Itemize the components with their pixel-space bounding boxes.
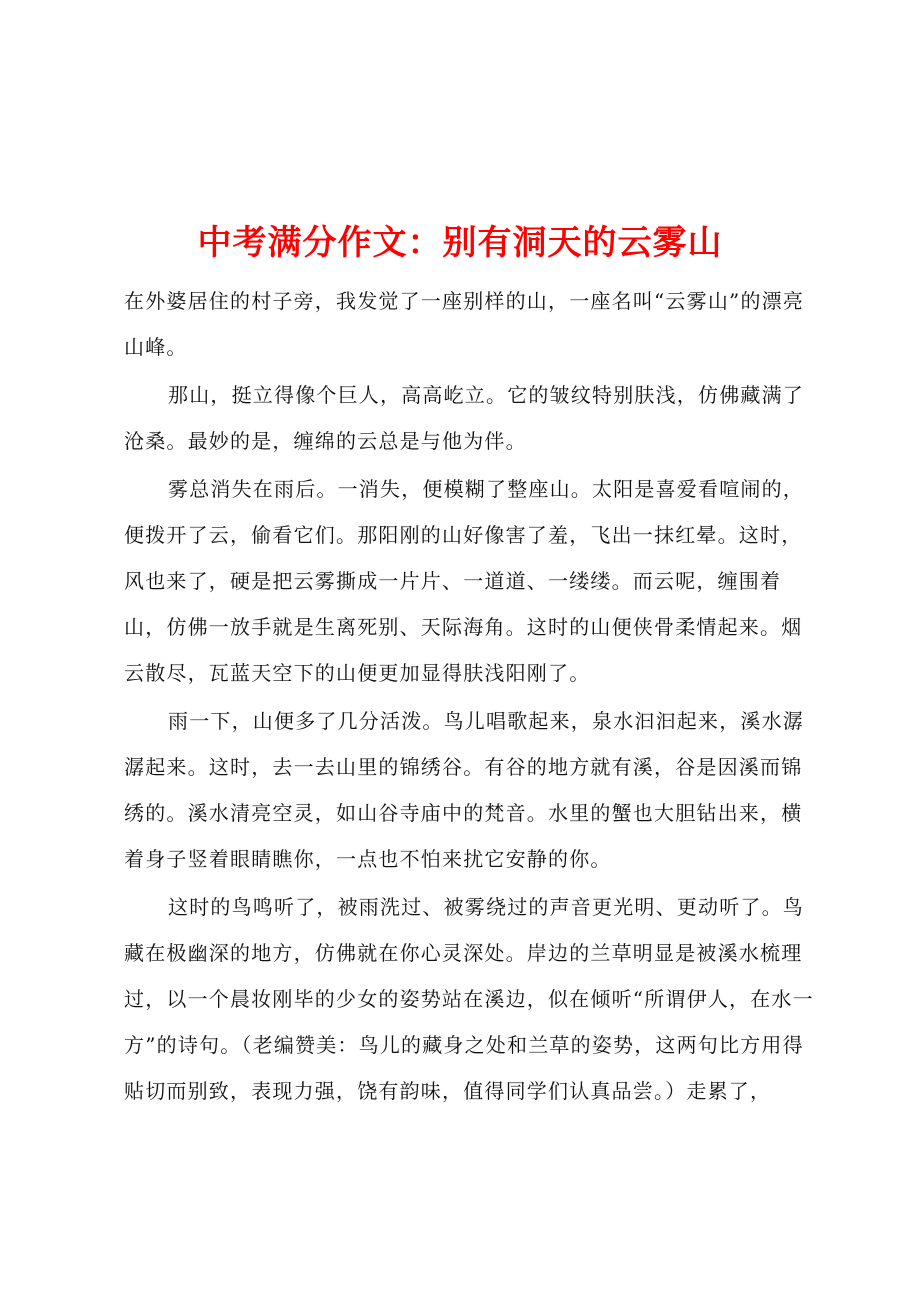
paragraph-3: 雾总消失在雨后。一消失，便模糊了整座山。太阳是喜爱看喧闹的，便拨开了云，偷看它们。那阳刚的山好像害了羞，飞出一抹红晕。这时，风也来了，硬是把云雾撕成一片片、一道道、一缕缕。而云呢，缠围着山，仿佛一放手就是生离死别、天际海角。这时的山便侠骨柔情起来。烟云散尽，瓦蓝天空下的山便更加显得肤浅阳刚了。 xyxy=(124,477,804,685)
document-title: 中考满分作文：别有洞天的云雾山 xyxy=(197,222,723,263)
paragraph-5: 这时的鸟鸣听了，被雨洗过、被雾绕过的声音更光明、更动听了。鸟藏在极幽深的地方，仿佛就在你心灵深处。岸边的兰草明显是被溪水梳理过，以一个晨妆刚毕的少女的姿势站在溪边，似在倾听“所谓伊人，在水一方”的诗句。（老编赞美：鸟儿的藏身之处和兰草的姿势，这两句比方用得贴切而别致，表现力强，饶有韵味，值得同学们认真品尝。）走累了， xyxy=(124,895,814,1103)
paragraph-1: 在外婆居住的村子旁，我发觉了一座别样的山，一座名叫“云雾山”的漂亮山峰。 xyxy=(124,289,805,359)
paragraph-4: 雨一下，山便多了几分活泼。鸟儿唱歌起来，泉水汩汩起来，溪水潺潺起来。这时，去一去山里的锦绣谷。有谷的地方就有溪，谷是因溪而锦绣的。溪水清亮空灵，如山谷寺庙中的梵音。水里的蟹也大胆钻出来，横着身子竖着眼睛瞧你，一点也不怕来扰它安静的你。 xyxy=(124,709,804,871)
paragraph-2: 那山，挺立得像个巨人，高高屹立。它的皱纹特别肤浅，仿佛藏满了沧桑。最妙的是，缠绵的云总是与他为伴。 xyxy=(124,383,804,453)
document-body xyxy=(124,278,814,1114)
